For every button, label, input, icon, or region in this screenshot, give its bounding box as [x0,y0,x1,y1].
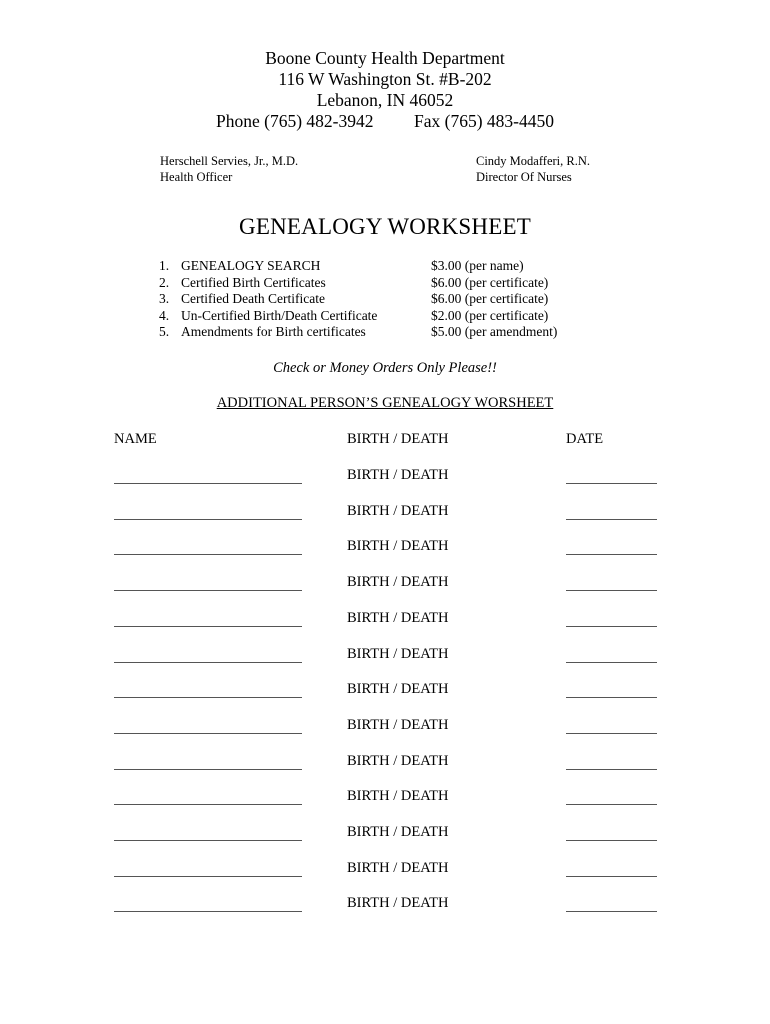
name-field-line[interactable] [114,626,302,627]
birth-death-option[interactable]: BIRTH / DEATH [347,824,449,840]
fee-item [159,258,320,275]
date-field-line[interactable] [566,662,657,663]
birth-death-option[interactable]: BIRTH / DEATH [347,859,449,876]
birth-death-option[interactable]: BIRTH / DEATH [347,574,449,591]
fee-item [159,308,377,325]
column-header-date: DATE [566,431,604,447]
column-header-birth-death: BIRTH / DEATH [347,431,449,447]
health-officer-name: Herschell Servies, Jr., M.D. [160,154,299,168]
fee-item-label: Amendments for Birth certificates [181,324,366,340]
name-field-line[interactable] [114,554,302,555]
birth-death-option[interactable]: BIRTH / DEATH [347,467,449,483]
name-field-line[interactable] [114,804,302,805]
name-field-line[interactable] [114,697,302,698]
birth-death-option[interactable]: BIRTH / DEATH [347,752,449,769]
date-field-line[interactable] [566,590,657,591]
birth-death-option[interactable]: BIRTH / DEATH [347,609,449,626]
org-name: Boone County Health Department [265,48,505,68]
fee-item-price: $6.00 (per certificate) [431,274,549,290]
fee-item-price: $5.00 (per amendment) [431,324,558,340]
health-officer-title: Health Officer [160,170,233,184]
fee-item-number: 1. [159,258,170,273]
date-field-line[interactable] [566,733,657,734]
date-field-line[interactable] [566,697,657,698]
date-field-line[interactable] [566,804,657,805]
fee-item [159,275,326,292]
fee-item-price: $3.00 (per name) [431,258,524,273]
fee-item-price: $2.00 (per certificate) [431,307,549,323]
birth-death-option[interactable]: BIRTH / DEATH [347,645,449,662]
section-title: ADDITIONAL PERSON’S GENEALOGY WORSHEET [216,395,554,411]
date-field-line[interactable] [566,483,657,484]
fee-item-label: Un-Certified Birth/Death Certificate [181,307,378,323]
fee-item-price: $6.00 (per certificate) [431,291,549,307]
birth-death-option[interactable]: BIRTH / DEATH [347,716,449,733]
column-header-name: NAME [114,431,157,447]
date-field-line[interactable] [566,876,657,877]
fee-item [159,291,325,308]
date-field-line[interactable] [566,769,657,770]
fee-item-number: 4. [159,307,170,323]
name-field-line[interactable] [114,733,302,734]
name-field-line[interactable] [114,483,302,484]
birth-death-option[interactable]: BIRTH / DEATH [347,681,449,698]
name-field-line[interactable] [114,769,302,770]
date-field-line[interactable] [566,911,657,912]
payment-note: Check or Money Orders Only Please!! [273,360,497,376]
birth-death-option[interactable]: BIRTH / DEATH [347,895,449,912]
fee-item-label: Certified Birth Certificates [181,274,326,290]
birth-death-option[interactable]: BIRTH / DEATH [347,538,449,555]
org-address: 116 W Washington St. #B-202 [278,69,492,89]
birth-death-option[interactable]: BIRTH / DEATH [347,788,449,805]
org-fax: Fax (765) 483-4450 [414,111,554,131]
org-city: Lebanon, IN 46052 [316,90,454,110]
fee-item [159,324,366,341]
nurse-director-name: Cindy Modafferi, R.N. [476,154,590,168]
name-field-line[interactable] [114,590,302,591]
name-field-line[interactable] [114,662,302,663]
name-field-line[interactable] [114,911,302,912]
page-title: GENEALOGY WORKSHEET [239,214,531,239]
date-field-line[interactable] [566,626,657,627]
fee-item-label: GENEALOGY SEARCH [181,258,321,273]
fee-item-label: Certified Death Certificate [181,291,325,307]
name-field-line[interactable] [114,876,302,877]
date-field-line[interactable] [566,554,657,555]
date-field-line[interactable] [566,840,657,841]
nurse-director-title: Director Of Nurses [476,170,572,184]
fee-item-number: 2. [159,274,170,290]
birth-death-option[interactable]: BIRTH / DEATH [347,502,449,519]
org-phone: Phone (765) 482-3942 [216,111,374,131]
fee-item-number: 3. [159,291,170,307]
name-field-line[interactable] [114,840,302,841]
name-field-line[interactable] [114,519,302,520]
fee-item-number: 5. [159,324,170,340]
date-field-line[interactable] [566,519,657,520]
